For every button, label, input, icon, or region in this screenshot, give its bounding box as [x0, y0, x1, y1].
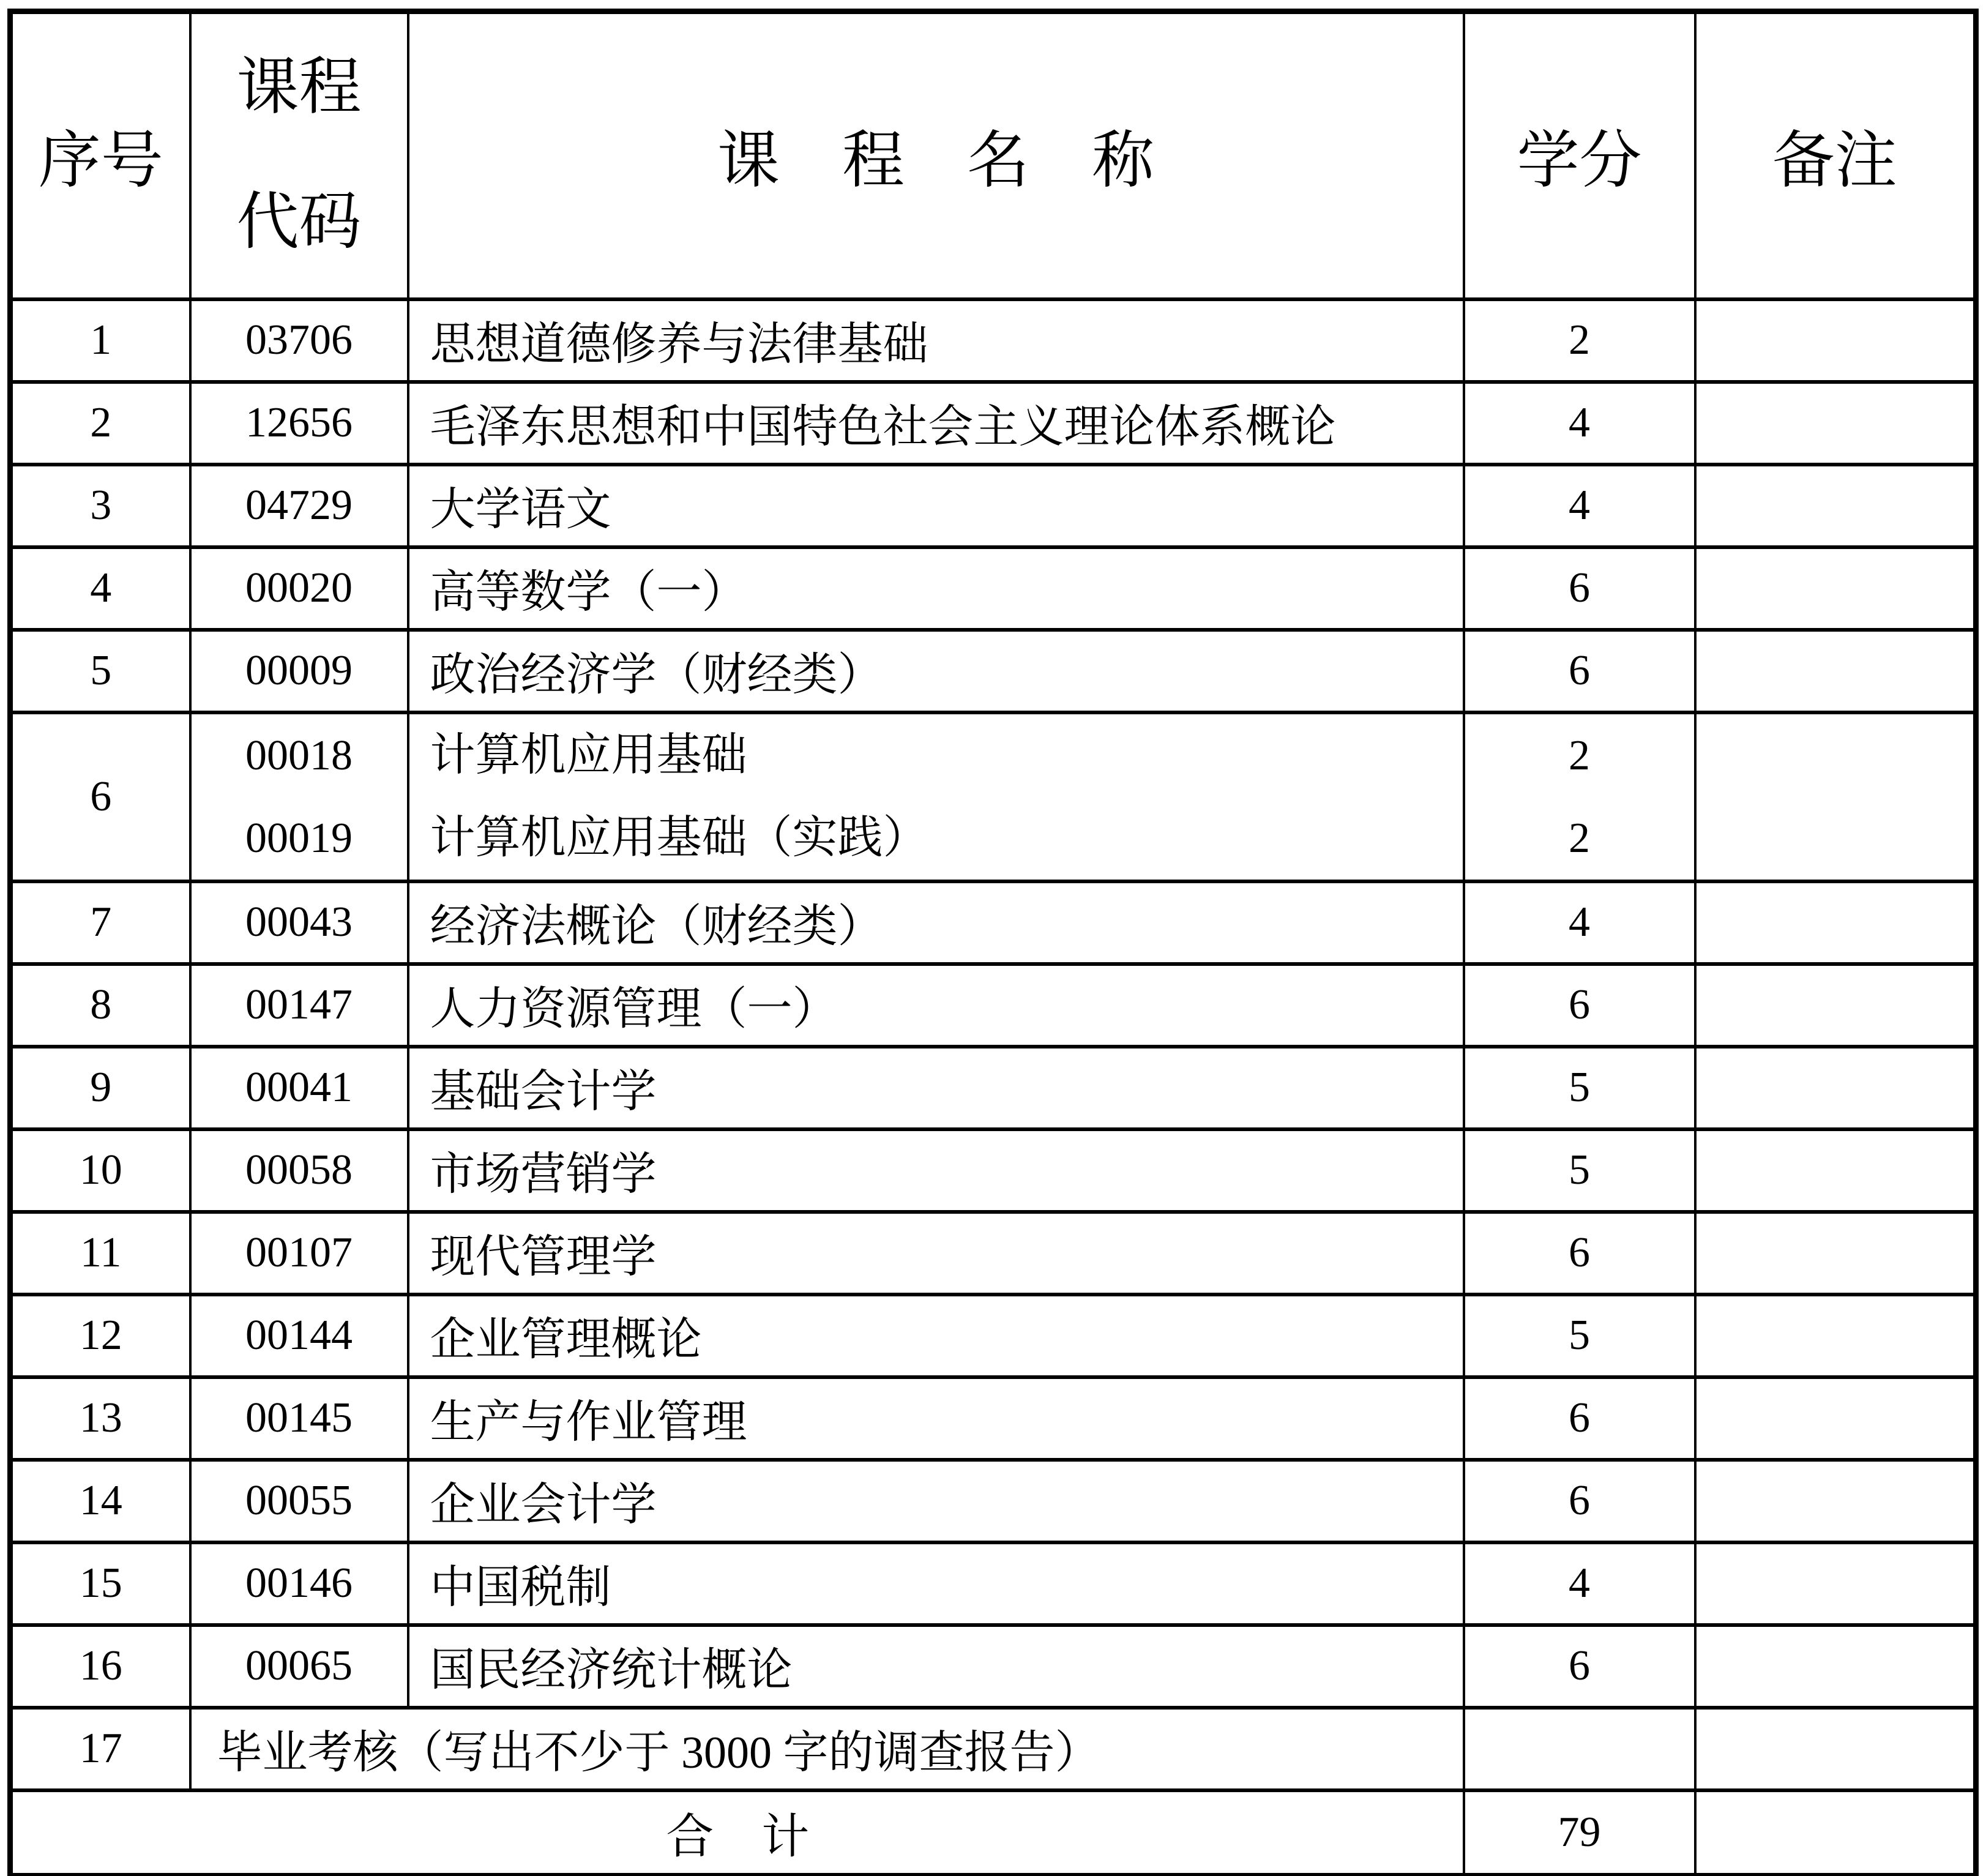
- course-plan-table: [7, 9, 1979, 1876]
- header-code-line2: 代码: [236, 188, 362, 258]
- name-cell: 大学语文: [408, 465, 1464, 547]
- seq-cell: 7: [10, 881, 190, 964]
- name-cell: 国民经济统计概论: [408, 1625, 1464, 1708]
- note-cell: [1695, 1542, 1976, 1625]
- table-row: [10, 1625, 1976, 1708]
- name-cell: 思想道德修养与法律基础: [408, 299, 1464, 382]
- code-cell: 00146: [190, 1542, 408, 1625]
- note-cell: [1695, 1377, 1976, 1460]
- note-cell: [1695, 1212, 1976, 1295]
- header-code: [190, 12, 408, 299]
- credit-cell: 6: [1464, 1625, 1695, 1708]
- name-cell: 现代管理学: [408, 1212, 1464, 1295]
- table-row: [10, 630, 1976, 712]
- credit-cell: 6: [1464, 630, 1695, 712]
- code-cell: 00020: [190, 547, 408, 630]
- total-credit-cell: 79: [1464, 1790, 1695, 1876]
- credit-cell: 2: [1464, 299, 1695, 382]
- merged-exam-cell: 毕业考核（写出不少于 3000 字的调查报告）: [190, 1708, 1464, 1790]
- seq-cell: 11: [10, 1212, 190, 1295]
- seq-cell: 1: [10, 299, 190, 382]
- credit-cell: 5: [1464, 1129, 1695, 1212]
- table-row: [10, 1295, 1976, 1377]
- header-row: [10, 12, 1976, 299]
- note-cell: [1695, 299, 1976, 382]
- code-cell: 00107: [190, 1212, 408, 1295]
- code-line-2: 00019: [245, 814, 353, 862]
- name-cell: 高等数学（一）: [408, 547, 1464, 630]
- seq-cell: 17: [10, 1708, 190, 1790]
- name-cell: [408, 712, 1464, 881]
- table-row: [10, 1377, 1976, 1460]
- credit-cell: 4: [1464, 881, 1695, 964]
- note-cell: [1695, 630, 1976, 712]
- note-cell: [1695, 465, 1976, 547]
- table-row: [10, 465, 1976, 547]
- code-cell: 00043: [190, 881, 408, 964]
- seq-cell: 6: [10, 712, 190, 881]
- name-cell: 政治经济学（财经类）: [408, 630, 1464, 712]
- table-row: [10, 1542, 1976, 1625]
- name-line-2: 计算机应用基础（实践）: [430, 812, 928, 863]
- note-cell: [1695, 1047, 1976, 1129]
- note-cell: [1695, 382, 1976, 465]
- name-lines: [430, 714, 1463, 880]
- code-cell: 00009: [190, 630, 408, 712]
- header-seq: 序号: [10, 12, 190, 299]
- credit-cell: 4: [1464, 382, 1695, 465]
- credit-cell: [1464, 712, 1695, 881]
- header-code-line1: 课程: [236, 53, 362, 123]
- table-row: [10, 547, 1976, 630]
- header-code-lines: [192, 53, 407, 258]
- note-cell: [1695, 1295, 1976, 1377]
- code-cell: 00055: [190, 1460, 408, 1542]
- header-note: 备注: [1695, 12, 1976, 299]
- credit-cell: 5: [1464, 1047, 1695, 1129]
- table-row-double: [10, 712, 1976, 881]
- credit-line-1: 2: [1569, 731, 1590, 779]
- code-cell: 12656: [190, 382, 408, 465]
- name-cell: 企业管理概论: [408, 1295, 1464, 1377]
- name-cell: 生产与作业管理: [408, 1377, 1464, 1460]
- table-row: [10, 1460, 1976, 1542]
- seq-cell: 3: [10, 465, 190, 547]
- code-cell: 00058: [190, 1129, 408, 1212]
- name-cell: 企业会计学: [408, 1460, 1464, 1542]
- name-cell: 人力资源管理（一）: [408, 964, 1464, 1047]
- table-row: [10, 1129, 1976, 1212]
- credit-cell: 6: [1464, 1460, 1695, 1542]
- header-credit: 学分: [1464, 12, 1695, 299]
- seq-cell: 15: [10, 1542, 190, 1625]
- note-cell: [1695, 964, 1976, 1047]
- credit-cell: 6: [1464, 1377, 1695, 1460]
- name-line-1: 计算机应用基础: [430, 730, 747, 780]
- name-cell: 中国税制: [408, 1542, 1464, 1625]
- code-cell: 04729: [190, 465, 408, 547]
- credit-cell: [1464, 1708, 1695, 1790]
- code-cell: 00144: [190, 1295, 408, 1377]
- table-row: [10, 1047, 1976, 1129]
- note-cell: [1695, 547, 1976, 630]
- note-cell: [1695, 881, 1976, 964]
- credit-cell: 4: [1464, 1542, 1695, 1625]
- table-row-exam: [10, 1708, 1976, 1790]
- credit-line-2: 2: [1569, 814, 1590, 862]
- credit-cell: 4: [1464, 465, 1695, 547]
- table-row: [10, 881, 1976, 964]
- code-cell: 00065: [190, 1625, 408, 1708]
- code-line-1: 00018: [245, 731, 353, 779]
- credit-cell: 5: [1464, 1295, 1695, 1377]
- seq-cell: 2: [10, 382, 190, 465]
- seq-cell: 5: [10, 630, 190, 712]
- code-cell: 00145: [190, 1377, 408, 1460]
- note-cell: [1695, 1625, 1976, 1708]
- credit-cell: 6: [1464, 547, 1695, 630]
- seq-cell: 4: [10, 547, 190, 630]
- total-row: [10, 1790, 1976, 1876]
- header-name: 课 程 名 称: [408, 12, 1464, 299]
- note-cell: [1695, 1708, 1976, 1790]
- name-cell: 毛泽东思想和中国特色社会主义理论体系概论: [408, 382, 1464, 465]
- seq-cell: 10: [10, 1129, 190, 1212]
- seq-cell: 8: [10, 964, 190, 1047]
- name-cell: 市场营销学: [408, 1129, 1464, 1212]
- table-row: [10, 382, 1976, 465]
- seq-cell: 12: [10, 1295, 190, 1377]
- total-label-cell: 合 计: [10, 1790, 1464, 1876]
- seq-cell: 9: [10, 1047, 190, 1129]
- code-lines: [192, 714, 407, 880]
- credit-lines: [1465, 714, 1694, 880]
- code-cell: 03706: [190, 299, 408, 382]
- seq-cell: 16: [10, 1625, 190, 1708]
- note-cell: [1695, 1460, 1976, 1542]
- note-cell: [1695, 712, 1976, 881]
- table-row: [10, 964, 1976, 1047]
- seq-cell: 14: [10, 1460, 190, 1542]
- seq-cell: 13: [10, 1377, 190, 1460]
- code-cell: 00147: [190, 964, 408, 1047]
- note-cell: [1695, 1790, 1976, 1876]
- table-row: [10, 1212, 1976, 1295]
- name-cell: 经济法概论（财经类）: [408, 881, 1464, 964]
- credit-cell: 6: [1464, 964, 1695, 1047]
- name-cell: 基础会计学: [408, 1047, 1464, 1129]
- credit-cell: 6: [1464, 1212, 1695, 1295]
- table-row: [10, 299, 1976, 382]
- code-cell: [190, 712, 408, 881]
- code-cell: 00041: [190, 1047, 408, 1129]
- note-cell: [1695, 1129, 1976, 1212]
